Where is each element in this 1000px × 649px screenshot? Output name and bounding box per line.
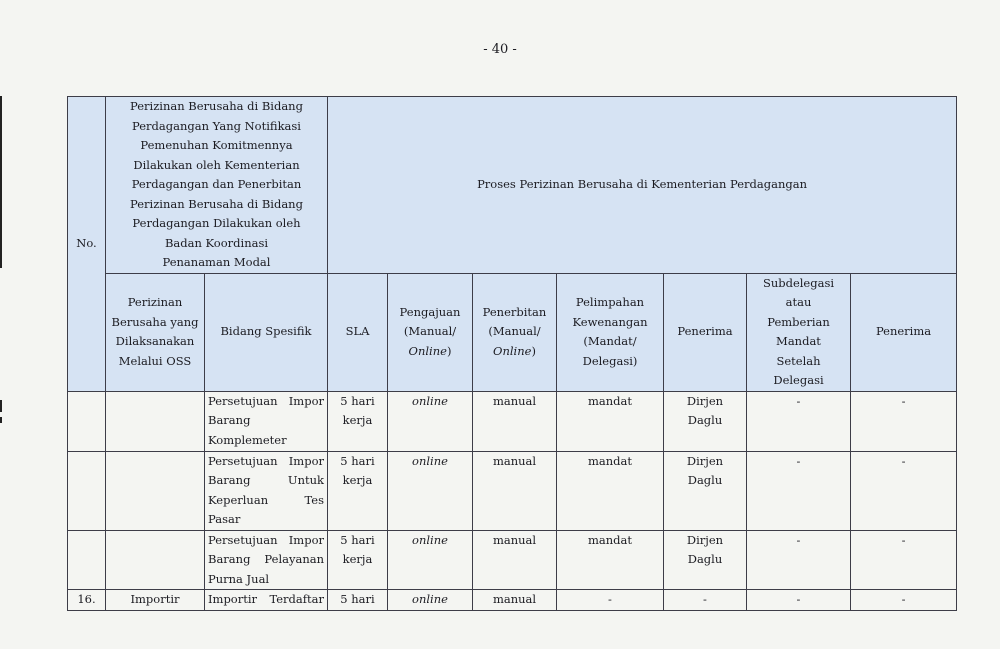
header-penerbitan-line2: (Manual/ bbox=[488, 324, 541, 339]
cell-no: 16. bbox=[68, 590, 106, 611]
edge-mark-low bbox=[0, 417, 2, 423]
cell-penerima: Dirjen Daglu bbox=[664, 451, 747, 530]
edge-mark-mid bbox=[0, 400, 2, 412]
cell-pelimpahan: - bbox=[557, 590, 664, 611]
cell-subdelegasi: - bbox=[747, 391, 851, 451]
cell-pengajuan: online bbox=[388, 590, 473, 611]
table-row bbox=[68, 391, 957, 451]
page-number: - 40 - bbox=[483, 42, 517, 57]
cell-sla: 5 hari bbox=[328, 590, 388, 611]
header-penerbitan-line1: Penerbitan bbox=[482, 304, 547, 319]
cell-perizinan bbox=[106, 391, 205, 451]
licensing-table bbox=[67, 96, 957, 611]
cell-pengajuan: online bbox=[388, 530, 473, 590]
cell-bidang-line1: Persetujuan Impor Barang Pelayanan bbox=[208, 532, 324, 566]
table-row bbox=[68, 590, 957, 611]
cell-penerima: Dirjen Daglu bbox=[664, 530, 747, 590]
cell-no bbox=[68, 530, 106, 590]
cell-bidang-line1: Importir Terdaftar bbox=[208, 592, 324, 606]
cell-penerima-2: - bbox=[851, 451, 957, 530]
cell-sla: 5 hari kerja bbox=[328, 530, 388, 590]
cell-penerbitan: manual bbox=[473, 530, 557, 590]
cell-pelimpahan: mandat bbox=[557, 530, 664, 590]
header-pengajuan-line2: (Manual/ bbox=[403, 324, 457, 339]
cell-bidang bbox=[205, 530, 328, 590]
cell-no bbox=[68, 391, 106, 451]
cell-bidang-rest: Purna Jual bbox=[208, 571, 270, 586]
cell-pelimpahan: mandat bbox=[557, 451, 664, 530]
cell-perizinan: Importir bbox=[106, 590, 205, 611]
table-row bbox=[68, 451, 957, 530]
cell-bidang-line1: Persetujuan Impor Barang Untuk Keperluan Tes bbox=[208, 453, 324, 507]
header-perizinan-oss: Perizinan Berusaha yang Dilaksanakan Melalui OSS bbox=[106, 273, 205, 391]
header-pengajuan-line3: Online bbox=[408, 343, 447, 358]
header-pengajuan-line1: Pengajuan bbox=[399, 304, 461, 319]
header-penerima-1: Penerima bbox=[664, 273, 747, 391]
cell-bidang-line1: Persetujuan Impor bbox=[208, 393, 324, 408]
cell-perizinan bbox=[106, 451, 205, 530]
cell-penerima: - bbox=[664, 590, 747, 611]
cell-perizinan bbox=[106, 530, 205, 590]
cell-penerbitan: manual bbox=[473, 391, 557, 451]
cell-pengajuan: online bbox=[388, 451, 473, 530]
cell-bidang bbox=[205, 391, 328, 451]
header-pengajuan-close: ) bbox=[446, 343, 452, 358]
cell-penerima-2: - bbox=[851, 530, 957, 590]
cell-sla: 5 hari kerja bbox=[328, 391, 388, 451]
header-pengajuan bbox=[388, 273, 473, 391]
header-penerbitan bbox=[473, 273, 557, 391]
cell-penerima-2: - bbox=[851, 590, 957, 611]
header-perizinan-group: Perizinan Berusaha di Bidang Perdagangan Yang Notifikasi Pemenuhan Komitmennya Dilakukan oleh Kementerian Perdagangan dan Penerbitan Perizinan Berusaha di Bidang Perdagangan Dilakukan oleh Badan Koordinasi Penanaman Modal bbox=[106, 97, 328, 274]
cell-no bbox=[68, 451, 106, 530]
cell-subdelegasi: - bbox=[747, 590, 851, 611]
cell-penerbitan: manual bbox=[473, 451, 557, 530]
table-row bbox=[68, 530, 957, 590]
edge-mark-top bbox=[0, 96, 2, 268]
cell-sla: 5 hari kerja bbox=[328, 451, 388, 530]
header-sla: SLA bbox=[328, 273, 388, 391]
cell-bidang bbox=[205, 590, 328, 611]
cell-subdelegasi: - bbox=[747, 451, 851, 530]
header-subdelegasi: Subdelegasi atau Pemberian Mandat Setelah Delegasi bbox=[747, 273, 851, 391]
header-pelimpahan: Pelimpahan Kewenangan (Mandat/ Delegasi) bbox=[557, 273, 664, 391]
cell-bidang bbox=[205, 451, 328, 530]
header-proses-group: Proses Perizinan Berusaha di Kementerian Perdagangan bbox=[328, 97, 957, 274]
header-penerbitan-line3: Online bbox=[493, 343, 532, 358]
cell-penerima: Dirjen Daglu bbox=[664, 391, 747, 451]
cell-subdelegasi: - bbox=[747, 530, 851, 590]
cell-pelimpahan: mandat bbox=[557, 391, 664, 451]
cell-penerima-2: - bbox=[851, 391, 957, 451]
cell-pengajuan: online bbox=[388, 391, 473, 451]
cell-bidang-rest: Barang Komplemeter bbox=[208, 413, 287, 447]
header-penerbitan-close: ) bbox=[531, 343, 536, 358]
cell-bidang-rest: Pasar bbox=[208, 512, 241, 526]
header-no: No. bbox=[68, 97, 106, 392]
header-penerima-2: Penerima bbox=[851, 273, 957, 391]
cell-penerbitan: manual bbox=[473, 590, 557, 611]
header-bidang-spesifik: Bidang Spesifik bbox=[205, 273, 328, 391]
